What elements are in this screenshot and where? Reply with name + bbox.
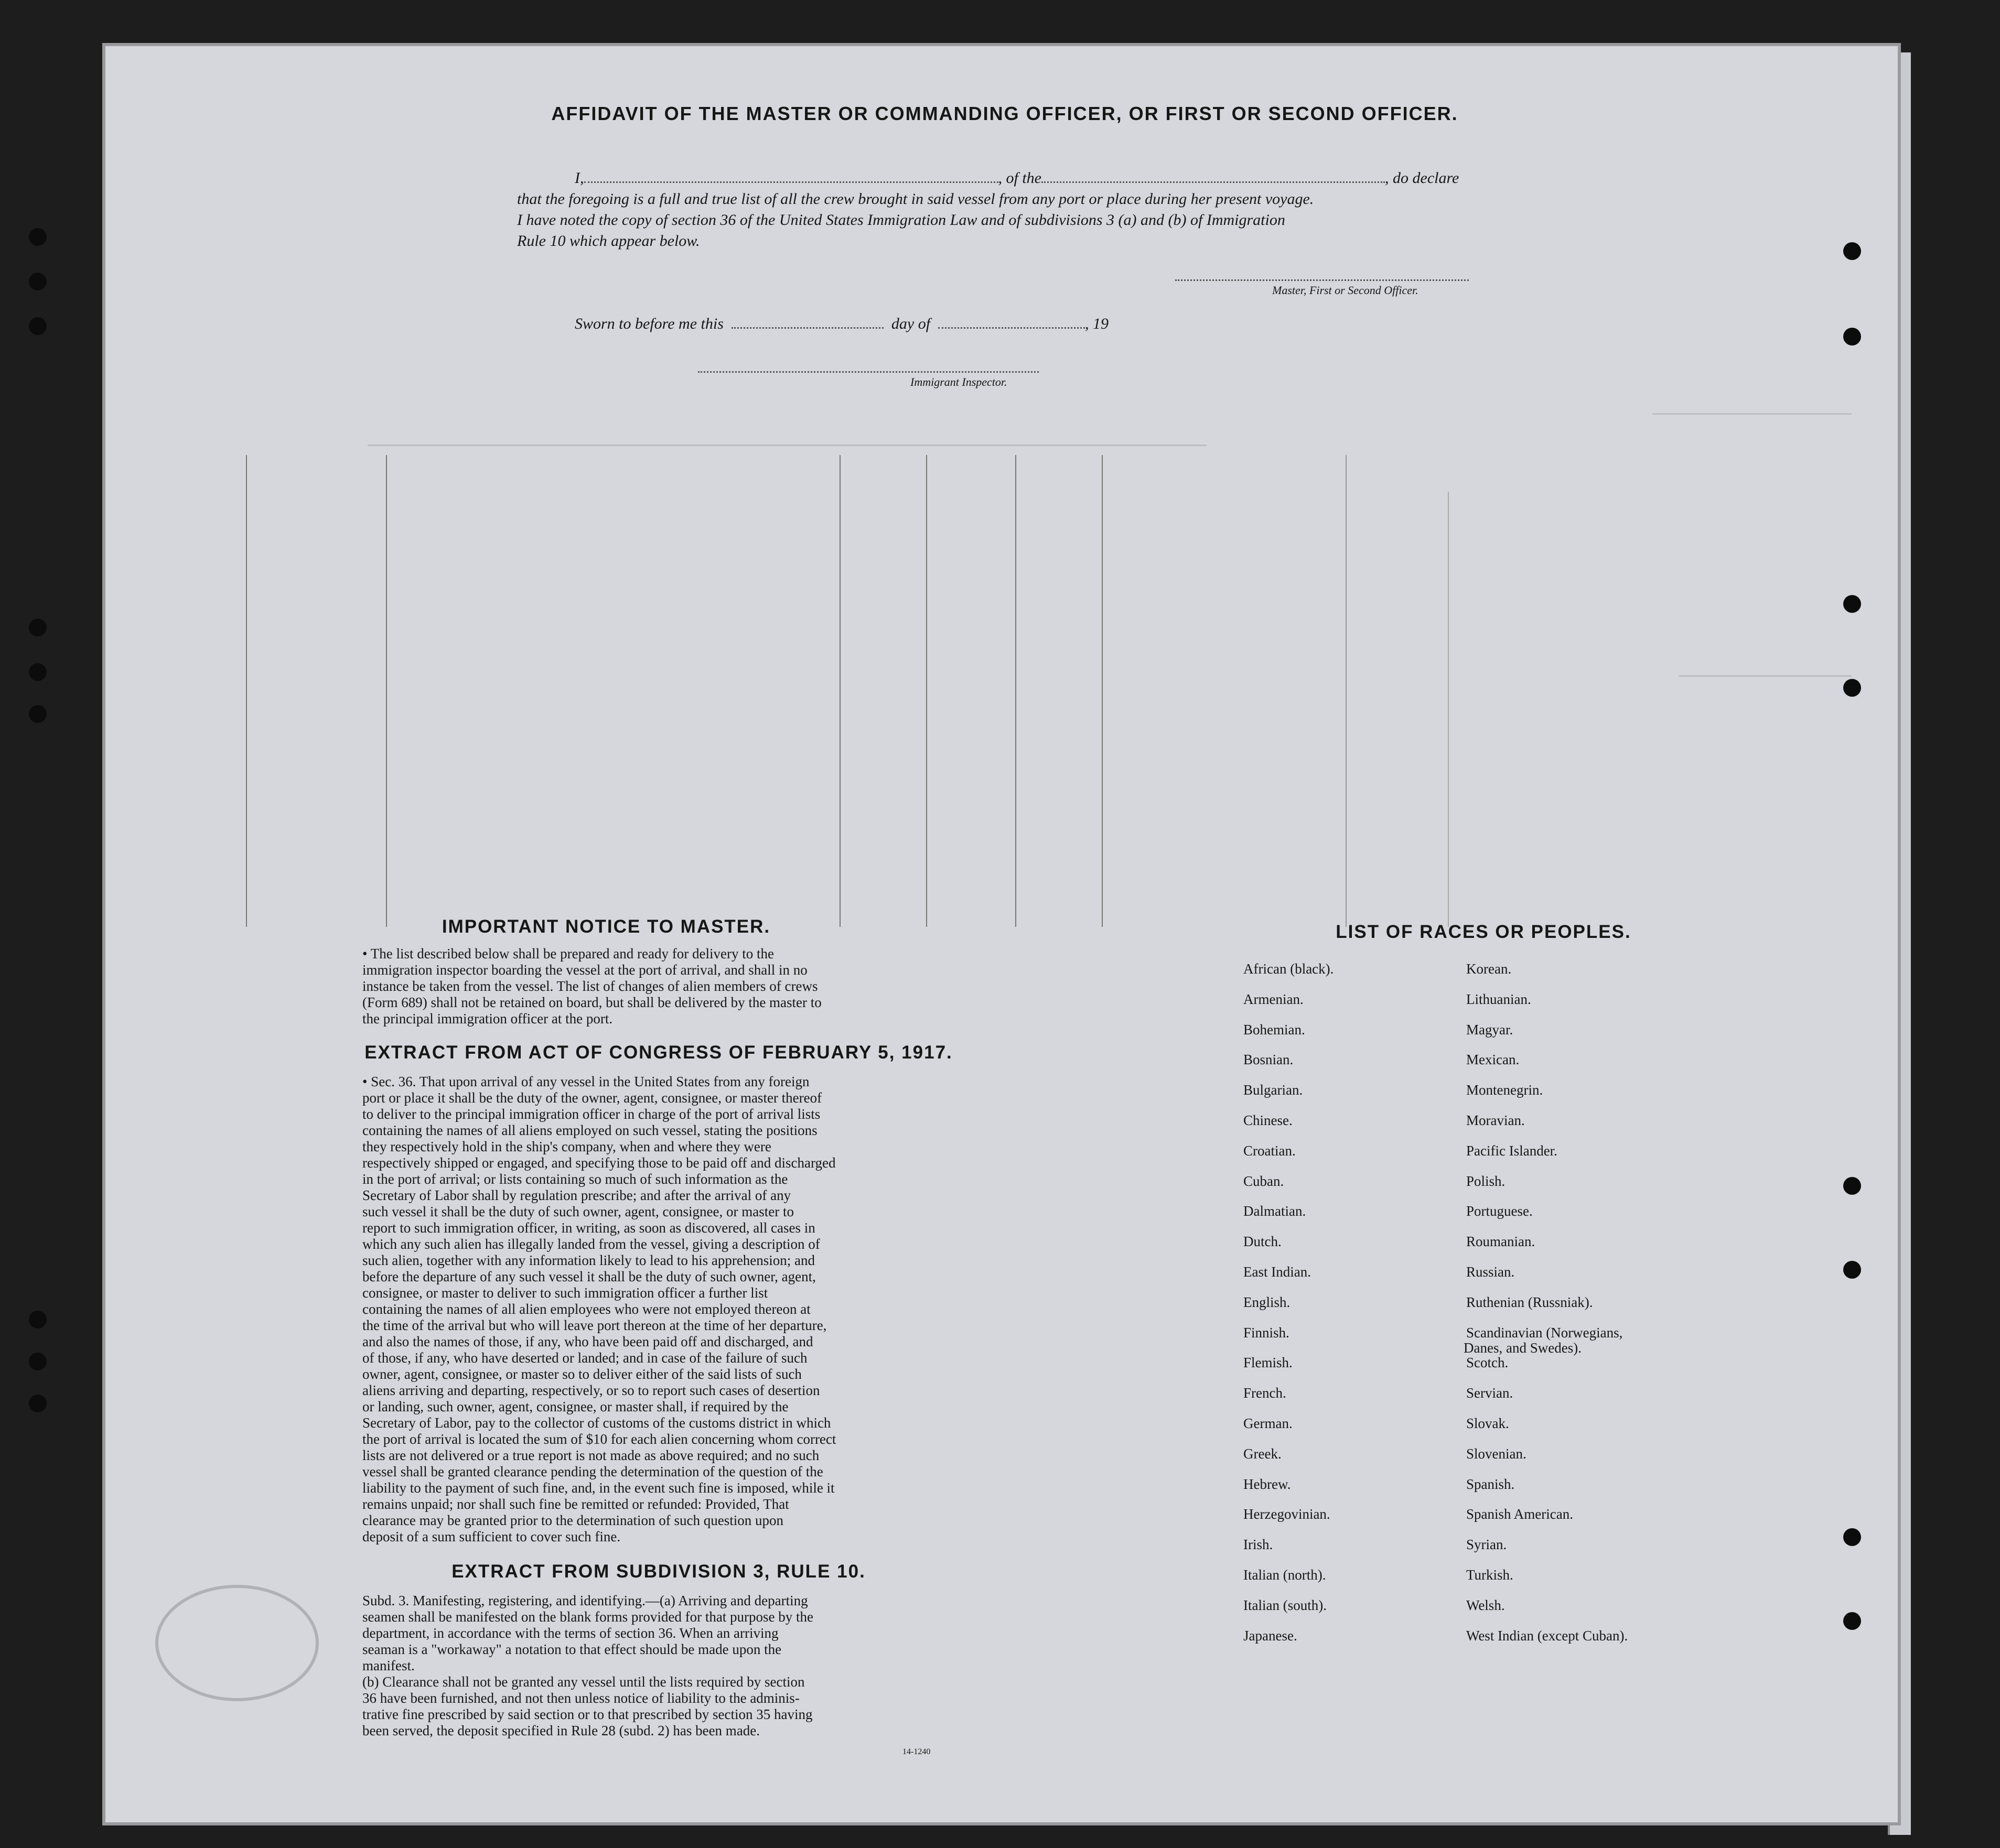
extract-act-line: the port of arrival is located the sum of $10 for each alien concerning whom correct — [362, 1431, 836, 1447]
race-item: Magyar. — [1466, 1022, 1513, 1038]
form-number: 14-1240 — [902, 1747, 931, 1756]
extract-act-line: consignee, or master to deliver to such immigration officer a further list — [362, 1285, 768, 1301]
race-item: Croatian. — [1243, 1143, 1296, 1159]
race-item: Korean. — [1466, 961, 1512, 977]
extract-act-line: • Sec. 36. That upon arrival of any vessel in the United States from any foreign — [362, 1074, 810, 1089]
extract-rule-line: seaman is a "workaway" a notation to that effect should be made upon the — [362, 1641, 782, 1657]
race-item: Chinese. — [1243, 1112, 1293, 1128]
race-item: Finnish. — [1243, 1325, 1289, 1341]
race-item: Montenegrin. — [1466, 1082, 1543, 1098]
sworn-day-of: day of — [891, 315, 931, 332]
race-item: Hebrew. — [1243, 1476, 1291, 1492]
extract-act-body — [362, 1074, 965, 1545]
affidavit-i: I, — [575, 169, 584, 187]
extract-act-line: Secretary of Labor shall by regulation prescribe; and after the arrival of any — [362, 1187, 791, 1203]
race-item: Spanish American. — [1466, 1506, 1573, 1522]
notice-line: • The list described below shall be prepared and ready for delivery to the — [362, 946, 774, 961]
race-item: Bohemian. — [1243, 1022, 1305, 1038]
race-item: Spanish. — [1466, 1476, 1515, 1492]
extract-act-line: respectively shipped or engaged, and specifying those to be paid off and discharged — [362, 1155, 836, 1171]
column-rule — [246, 455, 247, 927]
faded-stamp — [155, 1585, 319, 1701]
binder-hole — [29, 1353, 47, 1370]
inspector-signature-caption: Immigrant Inspector. — [910, 375, 1007, 388]
race-item: Dutch. — [1243, 1234, 1282, 1249]
extract-act-line: or landing, such owner, agent, consignee, or master shall, if required by the — [362, 1399, 789, 1414]
race-item: Italian (north). — [1243, 1567, 1326, 1583]
binder-hole — [29, 317, 47, 335]
affidavit-of-the: , of the — [998, 169, 1041, 187]
affidavit-title: AFFIDAVIT OF THE MASTER OR COMMANDING OFFICER, OR FIRST OR SECOND OFFICER. — [551, 103, 1458, 124]
bleed-through-line — [1679, 675, 1852, 677]
race-item: German. — [1243, 1415, 1293, 1431]
master-signature-line — [1175, 279, 1469, 281]
race-item: Servian. — [1466, 1385, 1513, 1401]
extract-act-line: deposit of a sum sufficient to cover such fine. — [362, 1529, 621, 1544]
race-item: Slovak. — [1466, 1415, 1509, 1431]
race-item: Greek. — [1243, 1446, 1282, 1462]
column-rule — [926, 455, 927, 927]
race-item: African (black). — [1243, 961, 1334, 977]
race-item: Japanese. — [1243, 1628, 1297, 1644]
document-page — [102, 43, 1901, 1825]
race-item: English. — [1243, 1294, 1291, 1310]
sworn-text: Sworn to before me this — [575, 315, 724, 332]
race-item: Moravian. — [1466, 1112, 1525, 1128]
master-signature-caption: Master, First or Second Officer. — [1272, 284, 1418, 297]
race-item: Irish. — [1243, 1537, 1273, 1552]
binder-hole — [29, 1311, 47, 1328]
extract-act-line: of those, if any, who have deserted or landed; and in case of the failure of such — [362, 1350, 808, 1366]
race-item: Syrian. — [1466, 1537, 1507, 1552]
races-title: LIST OF RACES OR PEOPLES. — [1336, 922, 1631, 942]
bleed-through-line — [1652, 413, 1852, 415]
extract-act-line: owner, agent, consignee, or master so to deliver either of the said lists of such — [362, 1366, 802, 1382]
column-rule — [386, 455, 387, 927]
race-item: Lithuanian. — [1466, 991, 1531, 1007]
race-item: Scotch. — [1466, 1355, 1509, 1370]
extract-rule-line: seamen shall be manifested on the blank forms provided for that purpose by the — [362, 1609, 814, 1625]
sworn-day-blank — [732, 327, 884, 329]
extract-rule-line: (b) Clearance shall not be granted any vessel until the lists required by section — [362, 1674, 805, 1690]
column-rule — [1015, 455, 1016, 927]
affidavit-declare: , do declare — [1385, 169, 1459, 187]
extract-rule-line: department, in accordance with the terms of section 36. When an arriving — [362, 1625, 779, 1641]
extract-act-line: Secretary of Labor, pay to the collector of customs of the customs district in which — [362, 1415, 831, 1431]
extract-act-line: containing the names of all aliens employed on such vessel, stating the positions — [362, 1122, 818, 1138]
column-rule — [1448, 492, 1449, 927]
race-item: Bosnian. — [1243, 1052, 1294, 1067]
race-item: Welsh. — [1466, 1597, 1505, 1613]
extract-act-line: remains unpaid; nor shall such fine be remitted or refunded: Provided, That — [362, 1496, 789, 1512]
race-item: West Indian (except Cuban). — [1466, 1628, 1628, 1644]
name-blank — [584, 181, 998, 183]
race-item: Scandinavian (Norwegians, — [1466, 1325, 1623, 1341]
extract-act-line: lists are not delivered or a true report is not made as above required; and no such — [362, 1447, 820, 1463]
binder-hole — [1843, 679, 1861, 697]
race-item: Bulgarian. — [1243, 1082, 1303, 1098]
binder-hole — [29, 1395, 47, 1412]
notice-line: the principal immigration officer at the port. — [362, 1011, 613, 1026]
extract-rule-line: been served, the deposit specified in Rule 28 (subd. 2) has been made. — [362, 1723, 760, 1738]
affidavit-line-2: that the foregoing is a full and true list of all the crew brought in said vessel from any port or place during her present voyage. — [517, 190, 1314, 208]
extract-act-line: aliens arriving and departing, respectively, or so to report such cases of desertion — [362, 1382, 820, 1398]
binder-hole — [1843, 1528, 1861, 1546]
binder-hole — [1843, 1177, 1861, 1195]
sworn-month-blank — [938, 327, 1085, 329]
column-rule — [1102, 455, 1103, 927]
extract-act-line: clearance may be granted prior to the determination of such question upon — [362, 1512, 783, 1528]
vessel-blank — [1041, 181, 1385, 183]
extract-act-line: in the port of arrival; or lists containing so much of such information as the — [362, 1171, 788, 1187]
affidavit-line-3: I have noted the copy of section 36 of the United States Immigration Law and of subdivisions 3 (a) and (b) of Immigration — [517, 211, 1285, 229]
race-item: Cuban. — [1243, 1173, 1284, 1189]
column-rule — [1346, 455, 1347, 927]
extract-act-line: containing the names of all alien employees who were not employed thereon at — [362, 1301, 811, 1317]
binder-hole — [1843, 328, 1861, 345]
extract-act-title: EXTRACT FROM ACT OF CONGRESS OF FEBRUARY 5, 1917. — [364, 1042, 953, 1063]
binder-hole — [29, 273, 47, 290]
bleed-through-line — [368, 445, 1207, 446]
column-rule — [840, 455, 841, 927]
binder-hole — [1843, 242, 1861, 260]
binder-hole — [29, 228, 47, 246]
race-item: Ruthenian (Russniak). — [1466, 1294, 1593, 1310]
binder-hole — [1843, 1261, 1861, 1279]
race-item: French. — [1243, 1385, 1286, 1401]
race-item: Polish. — [1466, 1173, 1506, 1189]
extract-act-line: liability to the payment of such fine, and, in the event such fine is imposed, while it — [362, 1480, 835, 1496]
notice-line: immigration inspector boarding the vessel at the port of arrival, and shall in no — [362, 962, 808, 978]
extract-rule-line: 36 have been furnished, and not then unless notice of liability to the adminis- — [362, 1690, 800, 1706]
race-item: Portuguese. — [1466, 1203, 1533, 1219]
extract-rule-title: EXTRACT FROM SUBDIVISION 3, RULE 10. — [451, 1561, 866, 1582]
race-item: Russian. — [1466, 1264, 1515, 1280]
extract-act-line: report to such immigration officer, in writing, as soon as discovered, all cases in — [362, 1220, 815, 1236]
race-item: Danes, and Swedes). — [1464, 1340, 1582, 1356]
extract-act-line: such alien, together with any information likely to lead to his apprehension; and — [362, 1252, 815, 1268]
notice-line: (Form 689) shall not be retained on board, but shall be delivered by the master to — [362, 995, 822, 1010]
extract-act-line: vessel shall be granted clearance pending the determination of the question of the — [362, 1464, 823, 1479]
extract-rule-line: Subd. 3. Manifesting, registering, and identifying.—(a) Arriving and departing — [362, 1593, 808, 1608]
race-item: Herzegovinian. — [1243, 1506, 1330, 1522]
extract-act-line: to deliver to the principal immigration officer in charge of the port of arrival lists — [362, 1106, 821, 1122]
race-item: Pacific Islander. — [1466, 1143, 1557, 1159]
sworn-year: , 19 — [1085, 315, 1109, 332]
notice-line: instance be taken from the vessel. The list of changes of alien members of crews — [362, 978, 818, 994]
notice-title: IMPORTANT NOTICE TO MASTER. — [442, 916, 771, 937]
race-item: Italian (south). — [1243, 1597, 1327, 1613]
extract-act-line: before the departure of any such vessel it shall be the duty of such owner, agent, — [362, 1269, 816, 1284]
race-item: Slovenian. — [1466, 1446, 1526, 1462]
extract-act-line: which any such alien has illegally landed from the vessel, giving a description of — [362, 1236, 820, 1252]
affidavit-line-4: Rule 10 which appear below. — [517, 232, 700, 250]
extract-rule-line: trative fine prescribed by said section or to that prescribed by section 35 having — [362, 1706, 813, 1722]
sworn-line — [575, 315, 1109, 333]
extract-act-line: and also the names of those, if any, who have been paid off and discharged, and — [362, 1334, 813, 1349]
extract-rule-line: manifest. — [362, 1658, 415, 1673]
binder-hole — [29, 619, 47, 636]
extract-act-line: they respectively hold in the ship's company, when and where they were — [362, 1139, 771, 1154]
race-item: East Indian. — [1243, 1264, 1311, 1280]
race-item: Mexican. — [1466, 1052, 1520, 1067]
binder-hole — [1843, 1612, 1861, 1630]
extract-rule-body — [362, 1593, 965, 1739]
binder-hole — [29, 663, 47, 681]
race-item: Roumanian. — [1466, 1234, 1535, 1249]
extract-act-line: the time of the arrival but who will leave port thereon at the time of her departure, — [362, 1317, 827, 1333]
binder-hole — [29, 705, 47, 723]
affidavit-line-1 — [575, 169, 1459, 187]
race-item: Dalmatian. — [1243, 1203, 1306, 1219]
notice-body — [362, 946, 965, 1027]
race-item: Flemish. — [1243, 1355, 1293, 1370]
extract-act-line: such vessel it shall be the duty of such owner, agent, consignee, or master to — [362, 1204, 794, 1219]
race-item: Armenian. — [1243, 991, 1304, 1007]
inspector-signature-line — [698, 371, 1039, 373]
binder-hole — [1843, 595, 1861, 613]
race-item: Turkish. — [1466, 1567, 1513, 1583]
extract-act-line: port or place it shall be the duty of the owner, agent, consignee, or master thereof — [362, 1090, 822, 1106]
